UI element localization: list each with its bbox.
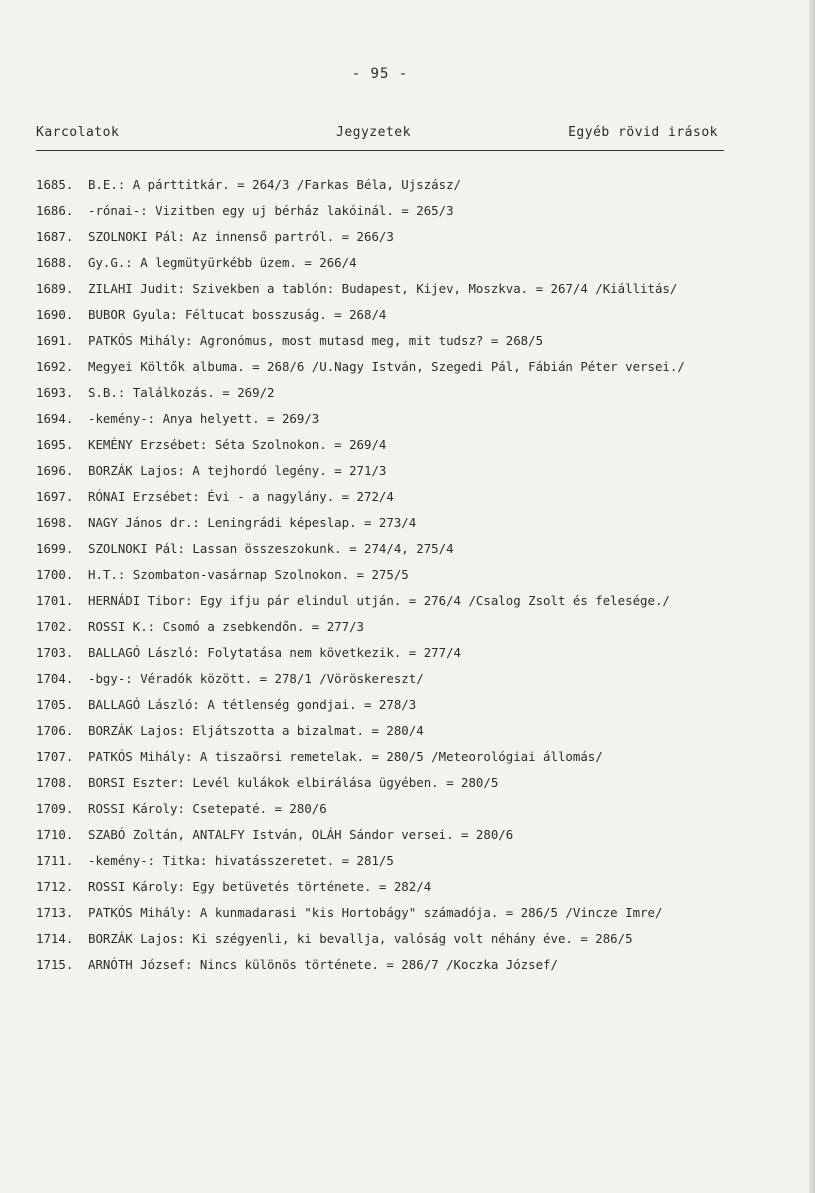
bibliography-entry (36, 900, 746, 926)
entry-number: 1691. (36, 333, 74, 348)
entry-text: ROSSI Károly: Egy betüvetés története. = 282/4 (88, 879, 432, 894)
entry-text: -kemény-: Anya helyett. = 269/3 (88, 411, 320, 426)
entry-text: KEMÉNY Erzsébet: Séta Szolnokon. = 269/4 (88, 437, 387, 452)
bibliography-entry (36, 250, 746, 276)
entry-text: BORZÁK Lajos: Ki szégyenli, ki bevallja, valóság volt néhány éve. = 286/5 (88, 931, 633, 946)
entry-number: 1712. (36, 879, 74, 894)
entry-number: 1702. (36, 619, 74, 634)
entry-number: 1693. (36, 385, 74, 400)
entry-text: B.E.: A párttitkár. = 264/3 /Farkas Béla, Ujszász/ (88, 177, 461, 192)
entry-text: BALLAGÓ László: A tétlenség gondjai. = 278/3 (88, 697, 417, 712)
entry-list (36, 172, 746, 978)
entry-text: SZABÓ Zoltán, ANTALFY István, OLÁH Sándor versei. = 280/6 (88, 827, 514, 842)
entry-text: PATKÓS Mihály: A kunmadarasi "kis Hortobágy" számadója. = 286/5 /Vincze Imre/ (88, 905, 663, 920)
entry-number: 1710. (36, 827, 74, 842)
bibliography-entry (36, 718, 746, 744)
entry-text: BUBOR Gyula: Féltucat bosszuság. = 268/4 (88, 307, 387, 322)
entry-text: -kemény-: Titka: hivatásszeretet. = 281/5 (88, 853, 394, 868)
entry-text: BORSI Eszter: Levél kulákok elbirálása ügyében. = 280/5 (88, 775, 499, 790)
entry-number: 1694. (36, 411, 74, 426)
entry-number: 1695. (36, 437, 74, 452)
entry-number: 1704. (36, 671, 74, 686)
entry-text: BALLAGÓ László: Folytatása nem következik. = 277/4 (88, 645, 461, 660)
entry-text: HERNÁDI Tibor: Egy ifju pár elindul utján. = 276/4 /Csalog Zsolt és felesége./ (88, 593, 670, 608)
bibliography-entry (36, 198, 746, 224)
bibliography-entry (36, 276, 746, 302)
entry-number: 1699. (36, 541, 74, 556)
entry-number: 1692. (36, 359, 74, 374)
entry-number: 1715. (36, 957, 74, 972)
entry-number: 1714. (36, 931, 74, 946)
entry-text: ARNÓTH József: Nincs különös története. = 286/7 /Koczka József/ (88, 957, 558, 972)
bibliography-entry (36, 744, 746, 770)
bibliography-entry (36, 458, 746, 484)
entry-number: 1708. (36, 775, 74, 790)
bibliography-entry (36, 562, 746, 588)
bibliography-entry (36, 224, 746, 250)
bibliography-entry (36, 692, 746, 718)
bibliography-entry (36, 796, 746, 822)
entry-number: 1688. (36, 255, 74, 270)
entry-number: 1705. (36, 697, 74, 712)
entry-text: ZILAHI Judit: Szivekben a tablón: Budapest, Kijev, Moszkva. = 267/4 /Kiállitás/ (88, 281, 678, 296)
bibliography-entry (36, 432, 746, 458)
bibliography-entry (36, 952, 746, 978)
bibliography-entry (36, 536, 746, 562)
header-center-label: Jegyzetek (336, 125, 411, 140)
entry-number: 1713. (36, 905, 74, 920)
bibliography-entry (36, 640, 746, 666)
entry-number: 1686. (36, 203, 74, 218)
entry-text: ROSSI Károly: Csetepaté. = 280/6 (88, 801, 327, 816)
entry-text: H.T.: Szombaton-vasárnap Szolnokon. = 275/5 (88, 567, 409, 582)
bibliography-entry (36, 926, 746, 952)
entry-number: 1690. (36, 307, 74, 322)
entry-number: 1698. (36, 515, 74, 530)
entry-text: NAGY János dr.: Leningrádi képeslap. = 273/4 (88, 515, 417, 530)
bibliography-entry (36, 302, 746, 328)
entry-number: 1697. (36, 489, 74, 504)
entry-number: 1701. (36, 593, 74, 608)
bibliography-entry (36, 666, 746, 692)
bibliography-entry (36, 770, 746, 796)
entry-text: -rónai-: Vizitben egy uj bérház lakóinál. = 265/3 (88, 203, 454, 218)
entry-number: 1700. (36, 567, 74, 582)
bibliography-entry (36, 848, 746, 874)
bibliography-entry (36, 380, 746, 406)
entry-text: SZOLNOKI Pál: Lassan összeszokunk. = 274/4, 275/4 (88, 541, 454, 556)
entry-number: 1696. (36, 463, 74, 478)
bibliography-entry (36, 172, 746, 198)
bibliography-entry (36, 484, 746, 510)
entry-number: 1687. (36, 229, 74, 244)
entry-text: PATKÓS Mihály: A tiszaörsi remetelak. = 280/5 /Meteorológiai állomás/ (88, 749, 603, 764)
page-edge-shadow (809, 0, 815, 1193)
entry-number: 1685. (36, 177, 74, 192)
header-right-label: Egyéb rövid irások (568, 125, 718, 140)
entry-number: 1711. (36, 853, 74, 868)
entry-text: RÓNAI Erzsébet: Évi - a nagylány. = 272/4 (88, 489, 394, 504)
entry-text: ROSSI K.: Csomó a zsebkendőn. = 277/3 (88, 619, 365, 634)
bibliography-entry (36, 588, 746, 614)
entry-text: Gy.G.: A legmütyürkébb üzem. = 266/4 (88, 255, 357, 270)
entry-number: 1689. (36, 281, 74, 296)
bibliography-entry (36, 874, 746, 900)
entry-text: BORZÁK Lajos: Eljátszotta a bizalmat. = 280/4 (88, 723, 424, 738)
entry-number: 1703. (36, 645, 74, 660)
entry-number: 1706. (36, 723, 74, 738)
entry-text: Megyei Költők albuma. = 268/6 /U.Nagy István, Szegedi Pál, Fábián Péter versei./ (88, 359, 685, 374)
section-header (36, 123, 724, 145)
entry-text: SZOLNOKI Pál: Az innenső partról. = 266/3 (88, 229, 394, 244)
entry-text: S.B.: Találkozás. = 269/2 (88, 385, 275, 400)
bibliography-entry (36, 328, 746, 354)
entry-text: PATKÓS Mihály: Agronómus, most mutasd meg, mit tudsz? = 268/5 (88, 333, 544, 348)
entry-text: BORZÁK Lajos: A tejhordó legény. = 271/3 (88, 463, 387, 478)
entry-number: 1709. (36, 801, 74, 816)
bibliography-entry (36, 406, 746, 432)
page-number: - 95 - (351, 66, 409, 82)
bibliography-entry (36, 354, 746, 380)
header-rule (36, 150, 724, 151)
bibliography-entry (36, 614, 746, 640)
entry-number: 1707. (36, 749, 74, 764)
bibliography-entry (36, 822, 746, 848)
entry-text: -bgy-: Véradók között. = 278/1 /Vöröskereszt/ (88, 671, 424, 686)
bibliography-entry (36, 510, 746, 536)
header-left-label: Karcolatok (36, 125, 120, 140)
